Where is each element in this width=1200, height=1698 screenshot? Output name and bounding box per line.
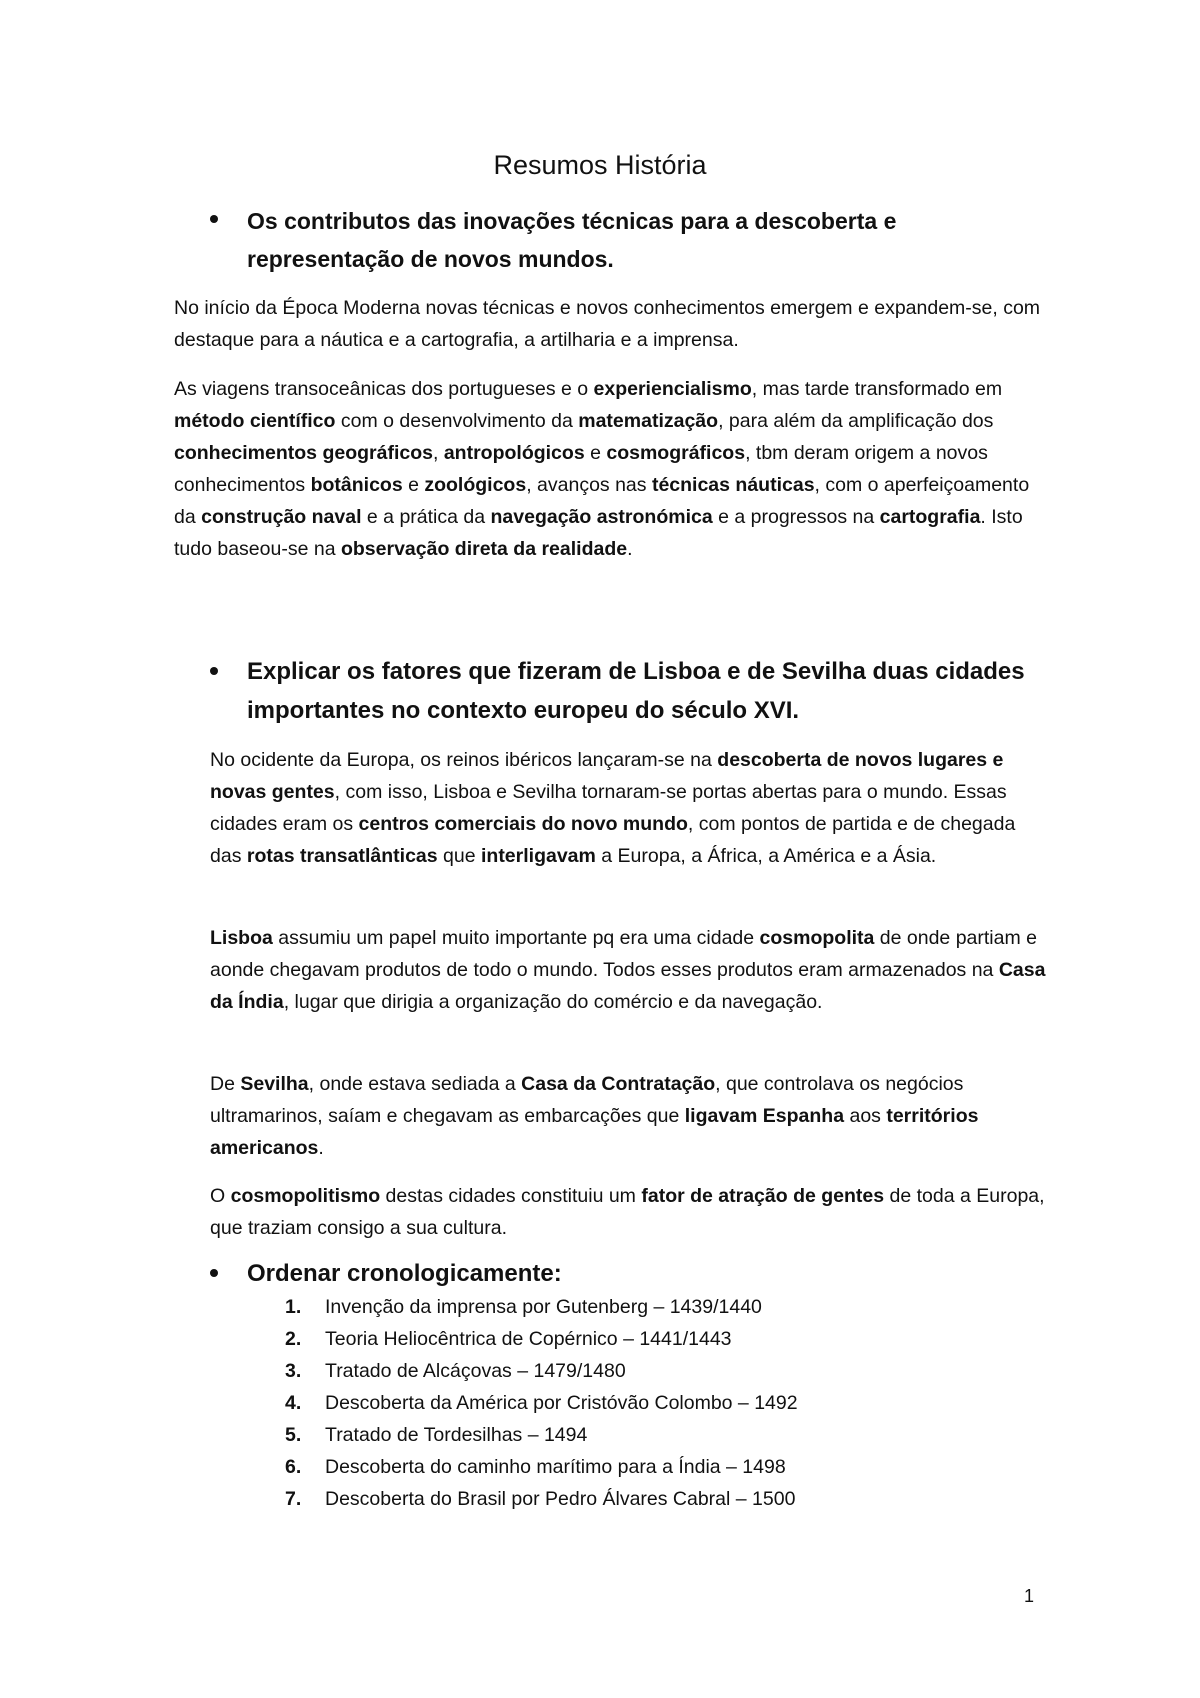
list-item [285, 1355, 985, 1387]
list-item [285, 1419, 985, 1451]
paragraph [210, 1068, 1050, 1164]
bold-text: navegação astronómica [490, 506, 713, 528]
text-run: , onde estava sediada a [308, 1073, 522, 1095]
text-run: As viagens transoceânicas dos portugueses e o [174, 378, 594, 400]
paragraph [210, 922, 1050, 1018]
text-run: a Europa, a África, a América e a Ásia. [595, 845, 937, 867]
bold-text: matematização [578, 410, 719, 432]
text-run: assumiu um papel muito importante pq era uma cidade [272, 927, 760, 949]
section-heading-1 [247, 202, 1047, 278]
text-run: , lugar que dirigia a organização do comércio e da navegação. [283, 991, 823, 1013]
text-run: , com o aperfeiçoamento da [174, 474, 1030, 528]
text-run: de onde partiam e aonde chegavam produtos de todo o mundo. Todos esses produtos eram armazenados na [210, 927, 1037, 981]
bold-text: cartografia [879, 506, 981, 528]
bold-text: botânicos [310, 474, 403, 496]
list-item-text: Descoberta da América por Cristóvão Colombo – 1492 [325, 1392, 798, 1414]
list-item [285, 1323, 985, 1355]
chronology-list [285, 1291, 985, 1515]
text-run: . [318, 1137, 324, 1159]
text-run: e a progressos na [712, 506, 880, 528]
bold-text: experiencialismo [593, 378, 752, 400]
text-run: , mas tarde transformado em [751, 378, 1003, 400]
list-item-text: Tratado de Alcáçovas – 1479/1480 [325, 1360, 626, 1382]
list-item [285, 1451, 985, 1483]
list-number: 1. [285, 1296, 302, 1318]
list-number: 7. [285, 1488, 302, 1510]
text-run: No ocidente da Europa, os reinos ibéricos lançaram-se na [210, 749, 718, 771]
text-run: destas cidades constituiu um [380, 1185, 642, 1207]
bold-text: observação direta da realidade [340, 538, 628, 560]
bold-text: técnicas náuticas [651, 474, 815, 496]
paragraph [210, 1180, 1050, 1244]
text-run: O [210, 1185, 231, 1207]
section-heading-line: representação de novos mundos. [247, 246, 614, 272]
bold-text: centros comerciais do novo mundo [358, 813, 688, 835]
bold-text: construção naval [201, 506, 362, 528]
paragraph [174, 373, 1054, 565]
bold-text: Casa da Índia [210, 959, 1046, 1013]
list-item [285, 1387, 985, 1419]
list-item-text: Tratado de Tordesilhas – 1494 [325, 1424, 588, 1446]
text-run: e a prática da [361, 506, 491, 528]
list-item [285, 1291, 985, 1323]
list-item-text: Teoria Heliocêntrica de Copérnico – 1441/1443 [325, 1328, 732, 1350]
bold-text: interligavam [480, 845, 596, 867]
bullet-icon [210, 667, 218, 675]
bold-text: fator de atração de gentes [641, 1185, 885, 1207]
list-number: 5. [285, 1424, 302, 1446]
text-run: aos [844, 1105, 887, 1127]
bold-text: descoberta de novos lugares e novas gentes [210, 749, 1004, 803]
list-item-text: Descoberta do caminho marítimo para a Índia – 1498 [325, 1456, 786, 1478]
list-number: 6. [285, 1456, 302, 1478]
section-heading-line: Os contributos das inovações técnicas para a descoberta e [247, 208, 897, 234]
text-run: No início da Época Moderna novas técnicas e novos conhecimentos emergem e expandem-se, com destaque para a náutica e a cartografia, a artilharia e a imprensa. [174, 297, 1041, 351]
list-item-text: Invenção da imprensa por Gutenberg – 1439/1440 [325, 1296, 762, 1318]
text-run: , para além da amplificação dos [718, 410, 994, 432]
bold-text: territórios americanos [210, 1105, 979, 1159]
bullet-icon [210, 215, 218, 223]
bold-text: cosmopolitismo [230, 1185, 381, 1207]
text-run: e [402, 474, 425, 496]
text-run: que [437, 845, 481, 867]
text-run: , tbm deram origem a novos conhecimentos [174, 442, 988, 496]
text-run: de toda a Europa, que traziam consigo a sua cultura. [210, 1185, 1045, 1239]
text-run: De [210, 1073, 241, 1095]
bold-text: Lisboa [210, 927, 273, 949]
bold-text: cosmográficos [606, 442, 746, 464]
bold-text: cosmopolita [759, 927, 875, 949]
list-number: 3. [285, 1360, 302, 1382]
text-run: com o desenvolvimento da [335, 410, 579, 432]
bold-text: ligavam Espanha [684, 1105, 845, 1127]
section-heading-3: Ordenar cronologicamente: [247, 1260, 562, 1287]
list-item [285, 1483, 985, 1515]
bold-text: Sevilha [240, 1073, 309, 1095]
text-run: . Isto tudo baseou-se na [174, 506, 1023, 560]
section-heading-line: importantes no contexto europeu do século XVI. [247, 697, 800, 724]
bold-text: zoológicos [424, 474, 527, 496]
bold-text: conhecimentos geográficos [174, 442, 433, 464]
bold-text: rotas transatlânticas [246, 845, 438, 867]
paragraph [174, 292, 1054, 356]
text-run: . [627, 538, 633, 560]
bullet-icon [210, 1269, 218, 1277]
page-title: Resumos História [493, 150, 707, 180]
list-number: 2. [285, 1328, 302, 1350]
bold-text: Casa da Contratação [521, 1073, 716, 1095]
text-run: , que controlava os negócios ultramarinos, saíam e chegavam as embarcações que [210, 1073, 964, 1127]
text-run: , [432, 442, 444, 464]
bold-text: método científico [174, 410, 336, 432]
page-number: 1 [1024, 1586, 1035, 1606]
list-number: 4. [285, 1392, 302, 1414]
text-run: , com isso, Lisboa e Sevilha tornaram-se portas abertas para o mundo. Essas cidades eram os [210, 781, 1007, 835]
paragraph [210, 744, 1050, 872]
list-item-text: Descoberta do Brasil por Pedro Álvares Cabral – 1500 [325, 1488, 796, 1510]
text-run: , com pontos de partida e de chegada das [210, 813, 1016, 867]
text-run: e [584, 442, 607, 464]
bold-text: antropológicos [443, 442, 585, 464]
text-run: , avanços nas [526, 474, 652, 496]
section-heading-line: Explicar os fatores que fizeram de Lisboa e de Sevilha duas cidades [247, 658, 1025, 685]
section-heading-2 [247, 652, 1047, 730]
